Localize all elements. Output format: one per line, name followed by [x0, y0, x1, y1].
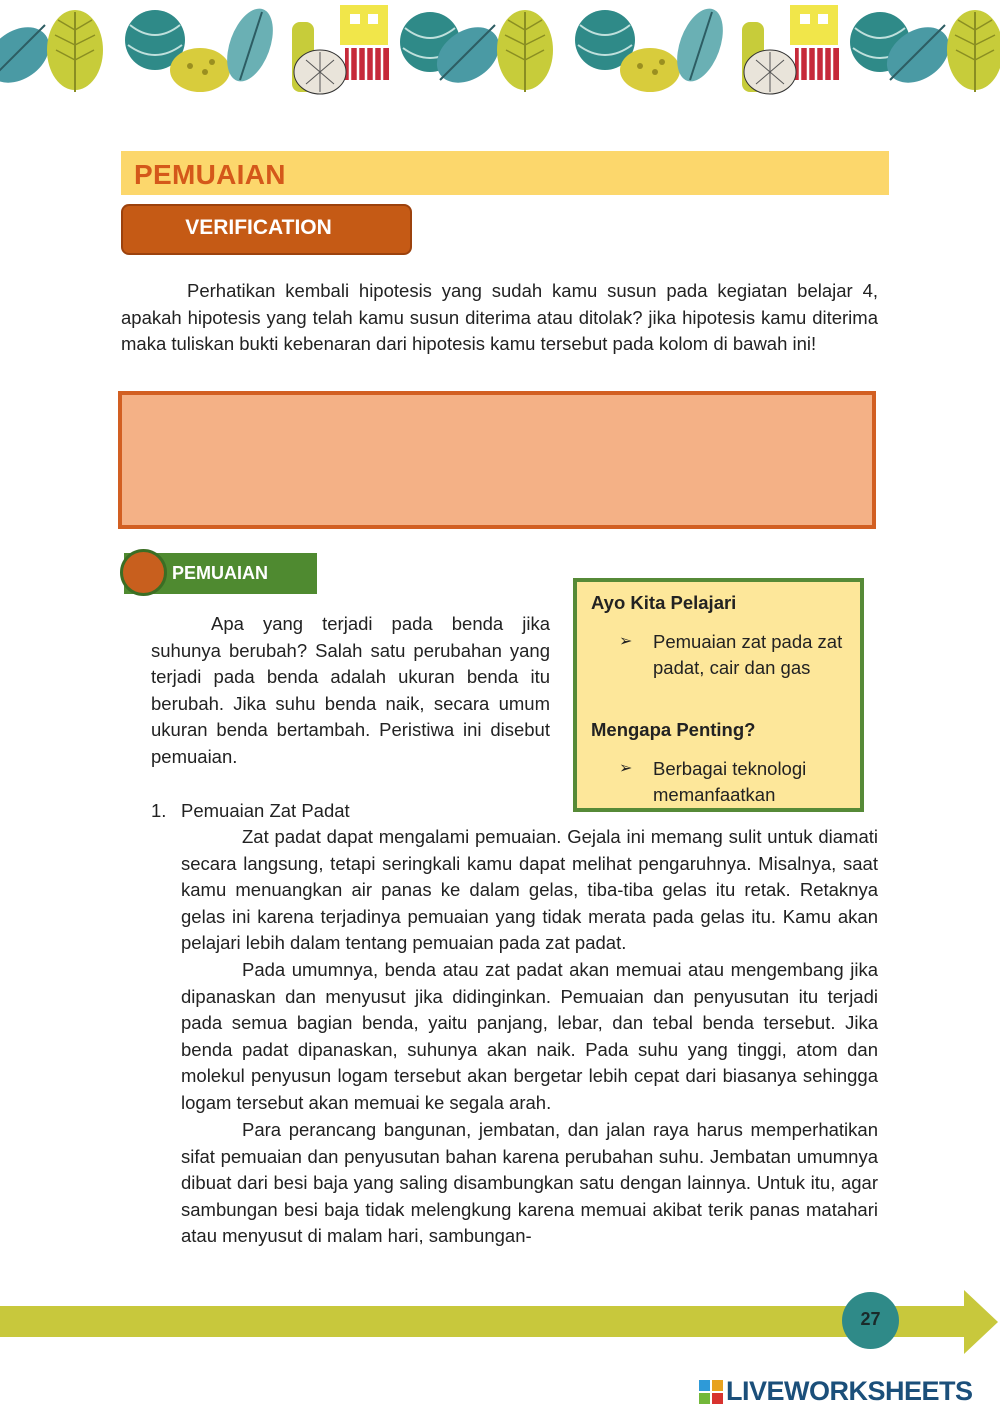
page-title: PEMUAIAN	[134, 159, 286, 190]
section-tag-label: PEMUAIAN	[172, 563, 269, 583]
decorative-leaf-banner	[0, 0, 1000, 112]
importance-bullet	[619, 756, 849, 807]
arrow-bullet-icon: ➢	[619, 633, 633, 650]
body-paragraph-1-text: Zat padat dapat mengalami pemuaian. Gejala ini memang sulit untuk diamati secara langsung, tetapi seringkali kamu dapat melihat pengaruhnya. Misalnya, saat kamu menuangkan air panas ke dalam gelas, tiba-tiba gelas itu retak. Retaknya gelas ini karena terjadinya pemuaian yang tidak merata pada gelas itu. Kamu akan pelajari lebih dalam tentang pemuaian pada zat padat.	[181, 826, 878, 954]
verification-label: VERIFICATION	[185, 216, 332, 239]
importance-bullet-text: Berbagai teknologi memanfaatkan	[653, 758, 807, 805]
page-number: 27	[860, 1309, 881, 1329]
answer-input-box[interactable]	[118, 391, 876, 529]
body-paragraph-2	[181, 957, 878, 1117]
section-paragraph	[151, 611, 550, 770]
page-number-badge	[842, 1292, 899, 1349]
intro-paragraph	[121, 278, 878, 358]
body-paragraph-2-text: Pada umumnya, benda atau zat padat akan memuai atau mengembang jika dipanaskan dan menyusut jika didinginkan. Pemuaian dan penyusutan itu terjadi pada semua bagian benda, yaitu panjang, lebar, dan tebal benda tersebut. Jika benda padat dipanaskan, suhunya akan naik. Pada suhu yang tinggi, atom dan molekul penyusun logam tersebut akan bergetar lebih cepat dari biasanya sehingga logam tersebut akan memuai ke segala arah.	[181, 959, 878, 1113]
body-paragraph-3-text: Para perancang bangunan, jembatan, dan jalan raya harus memperhatikan sifat pemuaian dan penyusutan bahan karena perubahan suhu. Jembatan umumnya dibuat dari besi baja yang saling disambungkan satu dengan lainnya. Untuk itu, agar sambungan besi baja tidak melengkung karena memuai akibat terik panas matahari atau menyusut di malam hari, sambungan-	[181, 1119, 878, 1247]
page-title-bar	[121, 151, 889, 195]
footer-arrow-icon	[964, 1290, 998, 1354]
arrow-bullet-icon: ➢	[619, 760, 633, 777]
learn-bullet	[619, 629, 849, 680]
body-paragraph-3	[181, 1117, 878, 1250]
intro-text: Perhatikan kembali hipotesis yang sudah kamu susun pada kegiatan belajar 4, apakah hipotesis yang telah kamu susun diterima atau ditolak? jika hipotesis kamu diterima maka tuliskan bukti kebenaran dari hipotesis kamu tersebut pada kolom di bawah ini!	[121, 280, 878, 354]
section-tag-circle	[120, 549, 167, 596]
leaf-pattern-illustration	[0, 0, 1000, 112]
body-paragraph-1	[181, 824, 878, 957]
list-item-number: 1.	[151, 800, 167, 821]
liveworksheets-logo-icon	[698, 1379, 724, 1405]
verification-tag	[121, 204, 412, 255]
section-paragraph-text: Apa yang terjadi pada benda jika suhunya berubah? Salah satu perubahan yang terjadi pada benda adalah ukuran benda itu berubah. Jika suhu benda naik, secara umum ukuran benda bertambah. Peristiwa ini disebut pemuaian.	[151, 613, 550, 767]
learn-heading: Ayo Kita Pelajari	[591, 592, 737, 613]
list-item-heading	[151, 798, 350, 824]
learning-objectives-box	[573, 578, 864, 812]
learn-bullet-text: Pemuaian zat pada zat padat, cair dan gas	[653, 631, 843, 678]
footer-bar	[0, 1306, 975, 1337]
importance-heading: Mengapa Penting?	[591, 719, 756, 740]
brand-name: LIVEWORKSHEETS	[726, 1376, 973, 1406]
list-item-title: Pemuaian Zat Padat	[181, 800, 350, 821]
